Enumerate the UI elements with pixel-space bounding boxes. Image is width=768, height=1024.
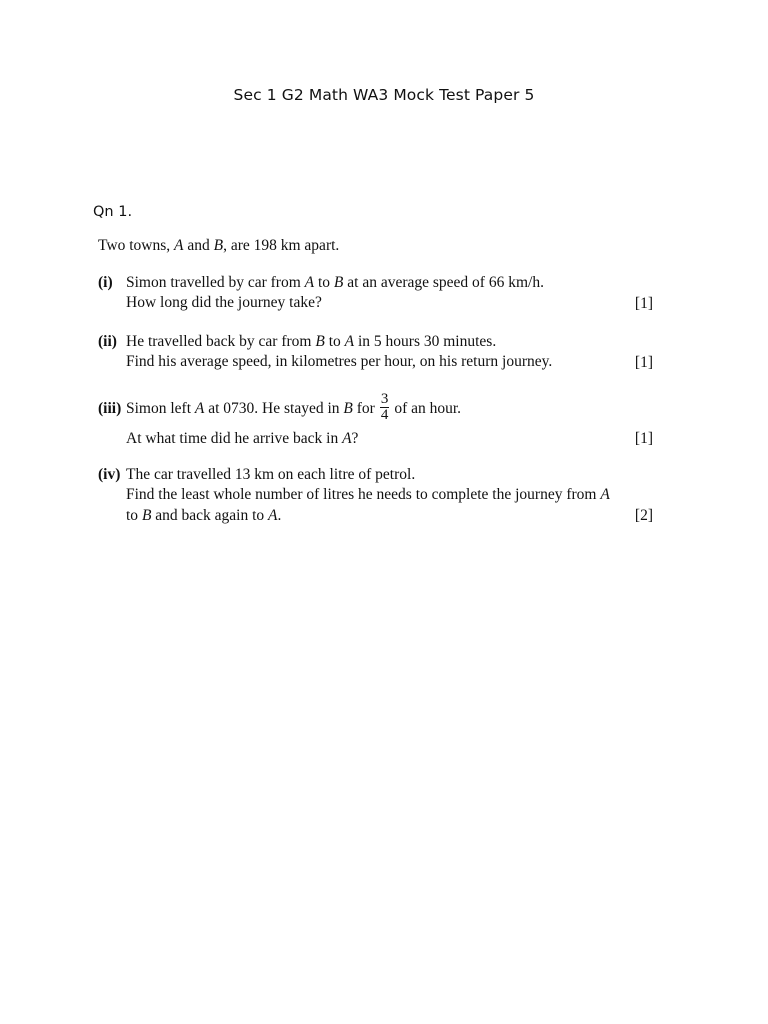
part-text: at 0730. He stayed in — [204, 400, 344, 417]
part-variable: B — [141, 507, 152, 524]
part-text: . — [277, 507, 282, 524]
part-line — [126, 273, 544, 293]
part-variable: A — [268, 507, 278, 524]
fraction-numerator: 3 — [380, 390, 389, 407]
part-text: in 5 hours 30 minutes. — [354, 333, 497, 350]
question-part-iv — [98, 465, 653, 527]
part-variable: A — [194, 400, 205, 417]
question-intro — [98, 237, 339, 255]
question-part-ii — [98, 332, 653, 374]
part-mark: [2] — [634, 507, 653, 524]
intro-text: and — [183, 237, 214, 254]
part-line — [126, 429, 358, 449]
part-text: ? — [351, 430, 359, 447]
part-text: At what time did he arrive back in — [126, 430, 343, 447]
part-variable: B — [315, 333, 325, 350]
part-line — [126, 332, 496, 352]
question-part-i — [98, 273, 653, 315]
part-text: Simon left — [126, 400, 195, 417]
intro-text: Two towns, — [98, 237, 174, 254]
part-variable: B — [343, 400, 353, 417]
part-line: How long did the journey take? — [126, 294, 322, 311]
part-variable: A — [600, 486, 610, 503]
part-variable: A — [342, 430, 352, 447]
part-text: to — [324, 333, 345, 350]
part-line — [126, 506, 281, 526]
page-title: Sec 1 G2 Math WA3 Mock Test Paper 5 — [233, 86, 535, 104]
part-text: He travelled back by car from — [126, 333, 316, 350]
part-line — [126, 485, 610, 505]
part-mark: [1] — [634, 295, 653, 312]
part-variable: A — [344, 333, 355, 350]
part-line: Find his average speed, in kilometres per hour, on his return journey. — [126, 353, 553, 370]
part-mark: [1] — [634, 354, 653, 371]
fraction — [380, 392, 390, 423]
fraction-denominator: 4 — [380, 406, 389, 423]
question-label: Qn 1. — [93, 204, 133, 220]
question-part-iii — [98, 390, 653, 449]
part-line — [126, 390, 461, 428]
intro-town-b: B — [213, 237, 224, 254]
part-number: (iii) — [98, 400, 122, 417]
part-line: The car travelled 13 km on each litre of petrol. — [126, 466, 416, 483]
part-number: (iv) — [98, 466, 121, 483]
part-text: Find the least whole number of litres he needs to complete the journey from — [126, 486, 601, 503]
part-number: (i) — [98, 274, 113, 291]
part-text: for — [352, 400, 375, 417]
part-variable: B — [333, 274, 344, 291]
part-text: at an average speed of 66 km/h. — [343, 274, 544, 291]
part-text: and back again to — [151, 507, 269, 524]
part-number: (ii) — [98, 333, 117, 350]
intro-text: , are 198 km apart. — [223, 237, 340, 254]
part-mark: [1] — [634, 430, 653, 447]
part-text: of an hour. — [394, 400, 462, 417]
part-variable: A — [304, 274, 315, 291]
intro-town-a: A — [174, 237, 184, 254]
part-text: to — [314, 274, 334, 291]
part-text: Simon travelled by car from — [126, 274, 305, 291]
part-text: to — [126, 507, 142, 524]
